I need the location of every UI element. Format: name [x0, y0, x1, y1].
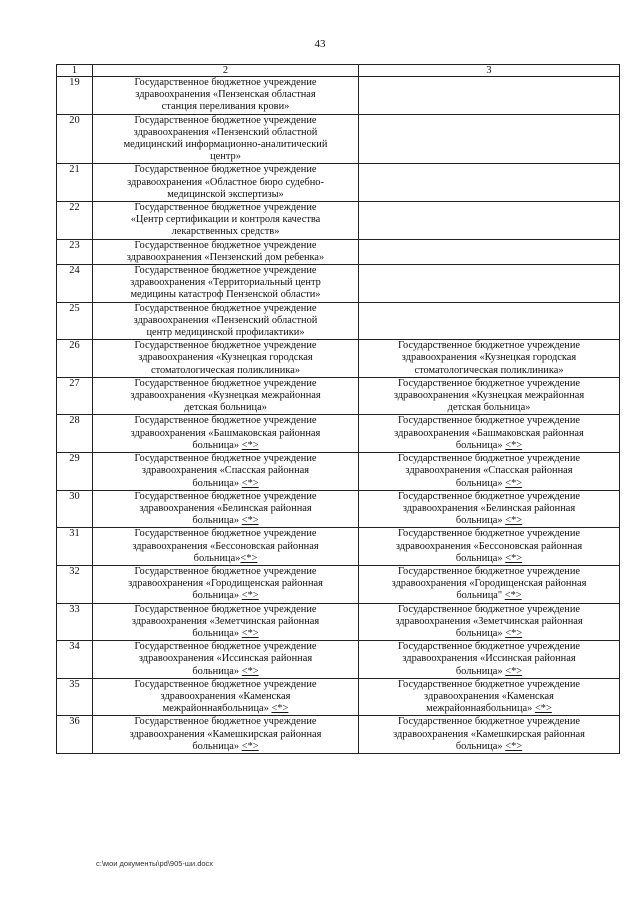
- row-number: 19: [57, 77, 93, 115]
- cell-text: Государственное бюджетное учреждение здравоохранения «Кузнецкая межрайонная детская больница»: [393, 377, 585, 414]
- row-number: 29: [57, 453, 93, 491]
- cell-text: Государственное бюджетное учреждение здравоохранения «Бессоновская районная больница»: [395, 528, 583, 564]
- row-number: 30: [57, 490, 93, 528]
- footnote-link[interactable]: <*>: [241, 665, 259, 677]
- footnote-link[interactable]: <*>: [241, 627, 259, 639]
- table-row: [57, 164, 620, 202]
- cell-text: Государственное бюджетное учреждение здравоохранения «Городищенская районная больница»: [128, 565, 323, 602]
- row-number: 28: [57, 415, 93, 453]
- table-row: [57, 302, 620, 340]
- institution-name-cell: [93, 77, 359, 115]
- cell-text: Государственное бюджетное учреждение здравоохранения «Камешкирская районная больница»: [393, 716, 585, 752]
- cell-text: Государственное бюджетное учреждение здравоохранения «Каменская межрайоннаябольница»: [397, 678, 581, 715]
- header-col-2: 2: [93, 65, 359, 77]
- reorganized-name-cell: [359, 114, 620, 164]
- reorganized-name-cell: [359, 340, 620, 378]
- institution-name-cell: [93, 239, 359, 264]
- row-number: 34: [57, 641, 93, 679]
- footnote-link[interactable]: <*>: [505, 552, 523, 564]
- row-number: 22: [57, 202, 93, 240]
- cell-text: Государственное бюджетное учреждение здравоохранения «Белинская районная больница»: [134, 490, 317, 527]
- row-number: 32: [57, 565, 93, 603]
- cell-text: Государственное бюджетное учреждение здравоохранения «Спасская районная больница»: [134, 453, 317, 489]
- footnote-link[interactable]: <*>: [505, 439, 523, 451]
- footnote-link[interactable]: <*>: [505, 740, 523, 752]
- cell-text: Государственное бюджетное учреждение здравоохранения «Каменская межрайоннаябольница»: [134, 678, 317, 715]
- cell-text: Государственное бюджетное учреждение здравоохранения «Пензенский областной медицинский информационно-аналитический центр»: [123, 114, 328, 163]
- reorganized-name-cell: [359, 164, 620, 202]
- table-row: [57, 239, 620, 264]
- reorganized-name-cell: [359, 77, 620, 115]
- table-row: [57, 202, 620, 240]
- table-row: [57, 340, 620, 378]
- institution-name-cell: [93, 716, 359, 754]
- footnote-link[interactable]: <*>: [504, 590, 522, 602]
- institution-name-cell: [93, 415, 359, 453]
- cell-text: Государственное бюджетное учреждение здравоохранения «Белинская районная больница»: [397, 490, 581, 527]
- table-row: [57, 77, 620, 115]
- table-row: [57, 453, 620, 491]
- cell-text: Государственное бюджетное учреждение здравоохранения «Пензенская областная станция переливания крови»: [134, 77, 317, 113]
- page-number: 43: [314, 38, 326, 50]
- footnote-link[interactable]: <*>: [241, 515, 259, 527]
- footnote-link[interactable]: <*>: [505, 665, 523, 677]
- file-path-footer: c:\мои документы\pd\905-ши.docx: [96, 859, 214, 868]
- cell-text: Государственное бюджетное учреждение здравоохранения «Кузнецкая городская стоматологическая поликлиника»: [134, 340, 317, 376]
- table-row: [57, 641, 620, 679]
- reorganized-name-cell: [359, 239, 620, 264]
- row-number: 33: [57, 603, 93, 641]
- cell-text: Государственное бюджетное учреждение здравоохранения «Земетчинская районная больница»: [395, 603, 583, 639]
- footnote-link[interactable]: <*>: [505, 477, 523, 489]
- cell-text: Государственное бюджетное учреждение здравоохранения «Кузнецкая городская стоматологическая поликлиника»: [397, 340, 581, 376]
- header-col-1: 1: [57, 65, 93, 77]
- row-number: 36: [57, 716, 93, 754]
- reorganized-name-cell: [359, 415, 620, 453]
- table-row: [57, 114, 620, 164]
- footnote-link[interactable]: <*>: [241, 439, 259, 451]
- row-number: 35: [57, 678, 93, 716]
- footnote-link[interactable]: <*>: [271, 703, 289, 715]
- row-number: 24: [57, 265, 93, 303]
- institution-name-cell: [93, 202, 359, 240]
- footnote-link[interactable]: <*>: [241, 740, 259, 752]
- reorganized-name-cell: [359, 265, 620, 303]
- reorganized-name-cell: [359, 603, 620, 641]
- institution-name-cell: [93, 641, 359, 679]
- row-number: 23: [57, 239, 93, 264]
- institutions-table: [56, 64, 620, 754]
- reorganized-name-cell: [359, 641, 620, 679]
- cell-text: Государственное бюджетное учреждение здравоохранения «Пензенский областной центр медицинской профилактики»: [133, 302, 318, 339]
- reorganized-name-cell: [359, 528, 620, 566]
- row-number: 21: [57, 164, 93, 202]
- footnote-link[interactable]: <*>: [240, 552, 258, 564]
- reorganized-name-cell: [359, 490, 620, 528]
- institution-name-cell: [93, 265, 359, 303]
- table-row: [57, 265, 620, 303]
- institution-name-cell: [93, 340, 359, 378]
- cell-text: Государственное бюджетное учреждение здравоохранения «Земетчинская районная больница»: [131, 603, 320, 639]
- table-row: [57, 377, 620, 415]
- footnote-link[interactable]: <*>: [241, 477, 259, 489]
- cell-text: Государственное бюджетное учреждение «Центр сертификации и контроля качества лекарственных средств»: [130, 202, 321, 238]
- header-col-3: 3: [359, 65, 620, 77]
- row-number: 25: [57, 302, 93, 340]
- cell-text: Государственное бюджетное учреждение здравоохранения «Спасская районная больница»: [397, 453, 581, 489]
- cell-text: Государственное бюджетное учреждение здравоохранения «Кузнецкая межрайонная детская больница»: [130, 377, 321, 414]
- reorganized-name-cell: [359, 302, 620, 340]
- footnote-link[interactable]: <*>: [241, 590, 259, 602]
- institution-name-cell: [93, 678, 359, 716]
- institution-name-cell: [93, 565, 359, 603]
- cell-text: Государственное бюджетное учреждение здравоохранения «Иссинская районная больница»: [397, 641, 581, 677]
- table-row: [57, 415, 620, 453]
- reorganized-name-cell: [359, 678, 620, 716]
- institution-name-cell: [93, 528, 359, 566]
- institution-name-cell: [93, 377, 359, 415]
- table-row: [57, 603, 620, 641]
- institution-name-cell: [93, 490, 359, 528]
- cell-text: Государственное бюджетное учреждение здравоохранения «Областное бюро судебно- медицинской экспертизы»: [127, 164, 324, 200]
- table-row: [57, 528, 620, 566]
- reorganized-name-cell: [359, 565, 620, 603]
- cell-text: Государственное бюджетное учреждение здравоохранения «Иссинская районная больница»: [134, 641, 317, 677]
- footnote-link[interactable]: <*>: [505, 515, 523, 527]
- row-number: 26: [57, 340, 93, 378]
- row-number: 20: [57, 114, 93, 164]
- cell-text: Государственное бюджетное учреждение здравоохранения «Башмаковская районная больница»: [130, 415, 321, 451]
- reorganized-name-cell: [359, 716, 620, 754]
- cell-text: Государственное бюджетное учреждение здравоохранения «Башмаковская районная больница»: [394, 415, 584, 451]
- cell-text: Государственное бюджетное учреждение здравоохранения «Городищенская районная больница": [391, 565, 587, 602]
- table-row: [57, 565, 620, 603]
- footnote-link[interactable]: <*>: [505, 627, 523, 639]
- footnote-link[interactable]: <*>: [534, 703, 552, 715]
- institution-name-cell: [93, 114, 359, 164]
- institution-name-cell: [93, 453, 359, 491]
- institution-name-cell: [93, 603, 359, 641]
- row-number: 27: [57, 377, 93, 415]
- table-row: [57, 490, 620, 528]
- reorganized-name-cell: [359, 377, 620, 415]
- row-number: 31: [57, 528, 93, 566]
- institution-name-cell: [93, 302, 359, 340]
- cell-text: Государственное бюджетное учреждение здравоохранения «Камешкирская районная больница»: [129, 716, 322, 752]
- reorganized-name-cell: [359, 453, 620, 491]
- table-row: [57, 678, 620, 716]
- reorganized-name-cell: [359, 202, 620, 240]
- cell-text: Государственное бюджетное учреждение здравоохранения «Территориальный центр медицины катастроф Пензенской области»: [130, 265, 321, 301]
- table-header-row: [57, 65, 620, 77]
- institution-name-cell: [93, 164, 359, 202]
- cell-text: Государственное бюджетное учреждение здравоохранения «Бессоновская районная больница»: [132, 528, 319, 564]
- cell-text: Государственное бюджетное учреждение здравоохранения «Пензенский дом ребенка»: [126, 239, 325, 263]
- table-row: [57, 716, 620, 754]
